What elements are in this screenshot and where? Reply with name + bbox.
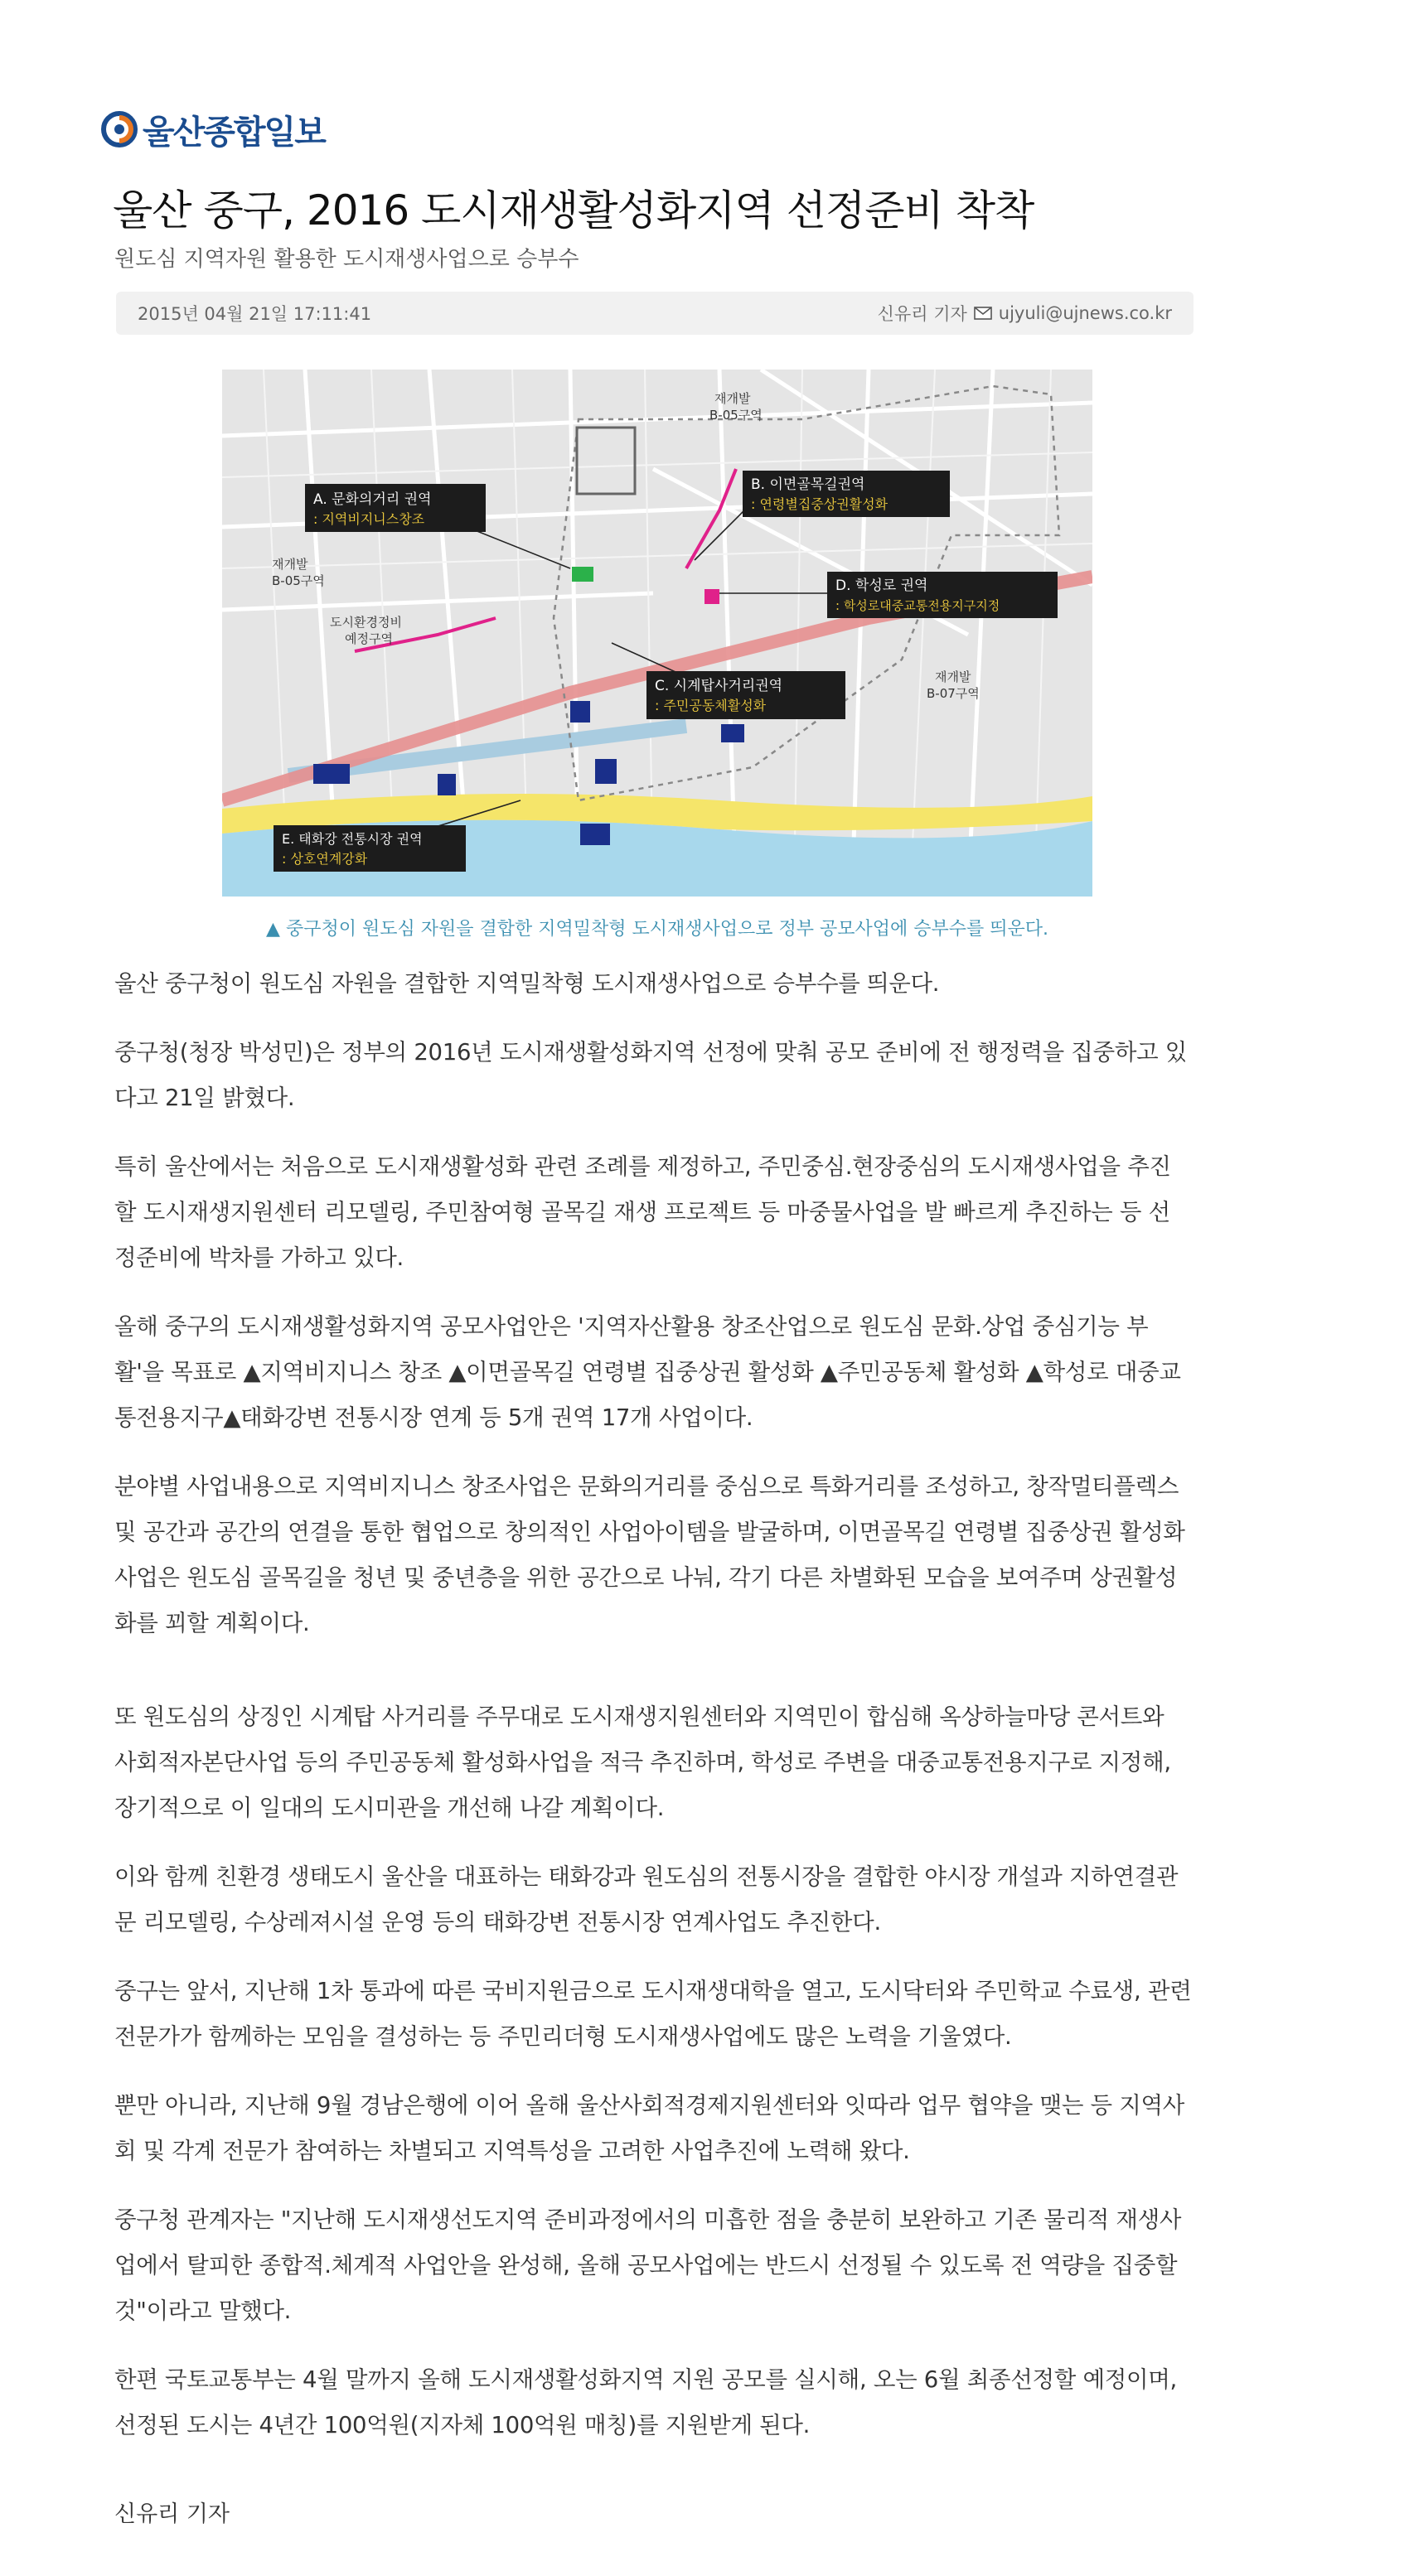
label-a — [305, 484, 486, 532]
article-subheadline: 원도심 지역자원 활용한 도시재생사업으로 승부수 — [114, 247, 579, 272]
paragraph: 또 원도심의 상징인 시계탑 사거리를 주무대로 도시재생지원센터와 지역민이 합심해 옥상하늘마당 콘서트와 사회적자본단사업 등의 주민공동체 활성화사업을 적극 추진하며, 학성로 주변을 대중교통전용지구로 지정해, 장기적으로 이 일대의 도시미관을 개선해 나갈 계획이다. — [114, 1704, 1171, 1821]
label-c — [646, 671, 845, 719]
svg-text:예정구역: 예정구역 — [345, 631, 393, 646]
label-b — [743, 471, 950, 517]
paragraph: 중구는 앞서, 지난해 1차 통과에 따른 국비지원금으로 도시재생대학을 열고, 도시닥터와 주민학교 수료생, 관련 전문가가 함께하는 모임을 결성하는 등 주민리더형 도시재생사업에도 많은 노력을 기울였다. — [114, 1978, 1192, 2050]
site-logo[interactable] — [101, 106, 325, 152]
label-e — [274, 825, 466, 872]
svg-text:B-05구역: B-05구역 — [709, 408, 763, 423]
svg-text:재개발: 재개발 — [272, 557, 308, 572]
svg-text:E. 태화강 전통시장 권역: E. 태화강 전통시장 권역 — [282, 831, 423, 847]
logo-emblem-icon — [101, 111, 138, 147]
paragraph: 뿐만 아니라, 지난해 9월 경남은행에 이어 올해 울산사회적경제지원센터와 잇따라 업무 협약을 맺는 등 지역사회 및 각계 전문가 참여하는 차별되고 지역특성을 고려한 사업추진에 노력해 왔다. — [114, 2092, 1185, 2164]
article-headline: 울산 중구, 2016 도시재생활성화지역 선정준비 착착 — [113, 186, 1034, 234]
logo-text: 울산종합일보 — [143, 113, 325, 152]
mail-icon — [974, 307, 992, 320]
label-d — [827, 572, 1058, 618]
svg-text:도시환경정비: 도시환경정비 — [330, 615, 402, 630]
urban-regeneration-map — [222, 370, 1092, 897]
paragraph: 중구청(청장 박성민)은 정부의 2016년 도시재생활성화지역 선정에 맞춰 공모 준비에 전 행정력을 집중하고 있다고 21일 밝혔다. — [114, 1039, 1188, 1111]
green-zone — [572, 567, 593, 582]
paragraph: 울산 중구청이 원도심 자원을 결합한 지역밀착형 도시재생사업으로 승부수를 띄운다. — [114, 970, 940, 997]
map-caption: ▲ 중구청이 원도심 자원을 결합한 지역밀착형 도시재생사업으로 정부 공모사업에 승부수를 띄운다. — [266, 919, 1048, 940]
article-body — [114, 961, 1192, 2448]
paragraph: 올해 중구의 도시재생활성화지역 공모사업안은 '지역자산활용 창조산업으로 원도심 문화.상업 중심기능 부활'을 목표로 ▲지역비지니스 창조 ▲이면골목길 연령별 집중상권 활성화 ▲주민공동체 활성화 ▲학성로 대중교통전용지구▲태화강변 전통시장 연계 등 5개 권역 17개 사업이다. — [114, 1313, 1181, 1431]
svg-text:B-07구역: B-07구역 — [927, 686, 980, 701]
svg-text:B-05구역: B-05구역 — [272, 573, 325, 588]
svg-text:: 지역비지니스창조: : 지역비지니스창조 — [313, 511, 425, 527]
pink-zone — [704, 589, 719, 604]
svg-text:B. 이면골목길권역: B. 이면골목길권역 — [751, 476, 865, 493]
svg-text:D. 학성로 권역: D. 학성로 권역 — [835, 578, 928, 594]
article-meta-bar — [116, 292, 1194, 335]
svg-text:: 상호연계강화: : 상호연계강화 — [282, 851, 368, 867]
svg-text:A. 문화의거리 권역: A. 문화의거리 권역 — [313, 491, 432, 508]
paragraph: 이와 함께 친환경 생태도시 울산을 대표하는 태화강과 원도심의 전통시장을 결합한 야시장 개설과 지하연결관문 리모델링, 수상레져시설 운영 등의 태화강변 전통시장 연계사업도 추진한다. — [114, 1863, 1179, 1936]
svg-text:C. 시계탑사거리권역: C. 시계탑사거리권역 — [655, 678, 783, 694]
reporter-email[interactable]: ujyuli@ujnews.co.kr — [998, 303, 1172, 323]
reporter-name: 신유리 기자 — [877, 304, 967, 324]
publish-date: 2015년 04월 21일 17:11:41 — [138, 304, 372, 324]
paragraph: 특히 울산에서는 처음으로 도시재생활성화 관련 조례를 제정하고, 주민중심.현장중심의 도시재생사업을 추진할 도시재생지원센터 리모델링, 주민참여형 골목길 재생 프로젝트 등 마중물사업을 발 빠르게 추진하는 등 선정준비에 박차를 가하고 있다. — [114, 1153, 1171, 1271]
svg-text:: 학성로대중교통전용지구지정: : 학성로대중교통전용지구지정 — [835, 598, 1000, 613]
byline: 신유리 기자 — [114, 2501, 230, 2527]
svg-text:: 연령별집중상권활성화: : 연령별집중상권활성화 — [751, 496, 888, 512]
svg-text:재개발: 재개발 — [935, 669, 971, 684]
paragraph: 분야별 사업내용으로 지역비지니스 창조사업은 문화의거리를 중심으로 특화거리를 조성하고, 창작멀티플렉스 및 공간과 공간의 연결을 통한 협업으로 창의적인 사업아이템을 발굴하며, 이면골목길 연령별 집중상권 활성화사업은 원도심 골목길을 청년 및 중년층을 위한 공간으로 나눠, 각기 다른 차별화된 모습을 보여주며 상권활성화를 꾀할 계획이다. — [114, 1473, 1185, 1636]
paragraph: 한편 국토교통부는 4월 말까지 올해 도시재생활성화지역 지원 공모를 실시해, 오는 6월 최종선정할 예정이며, 선정된 도시는 4년간 100억원(지자체 100억원 매칭)를 지원받게 된다. — [114, 2366, 1177, 2438]
reporter-info — [878, 301, 1172, 326]
paragraph: 중구청 관계자는 "지난해 도시재생선도지역 준비과정에서의 미흡한 점을 충분히 보완하고 기존 물리적 재생사업에서 탈피한 종합적.체계적 사업안을 완성해, 올해 공모사업에는 반드시 선정될 수 있도록 전 역량을 집중할 것"이라고 말했다. — [114, 2206, 1182, 2324]
svg-text:: 주민공동체활성화: : 주민공동체활성화 — [655, 698, 767, 713]
svg-text:재개발: 재개발 — [714, 391, 751, 406]
